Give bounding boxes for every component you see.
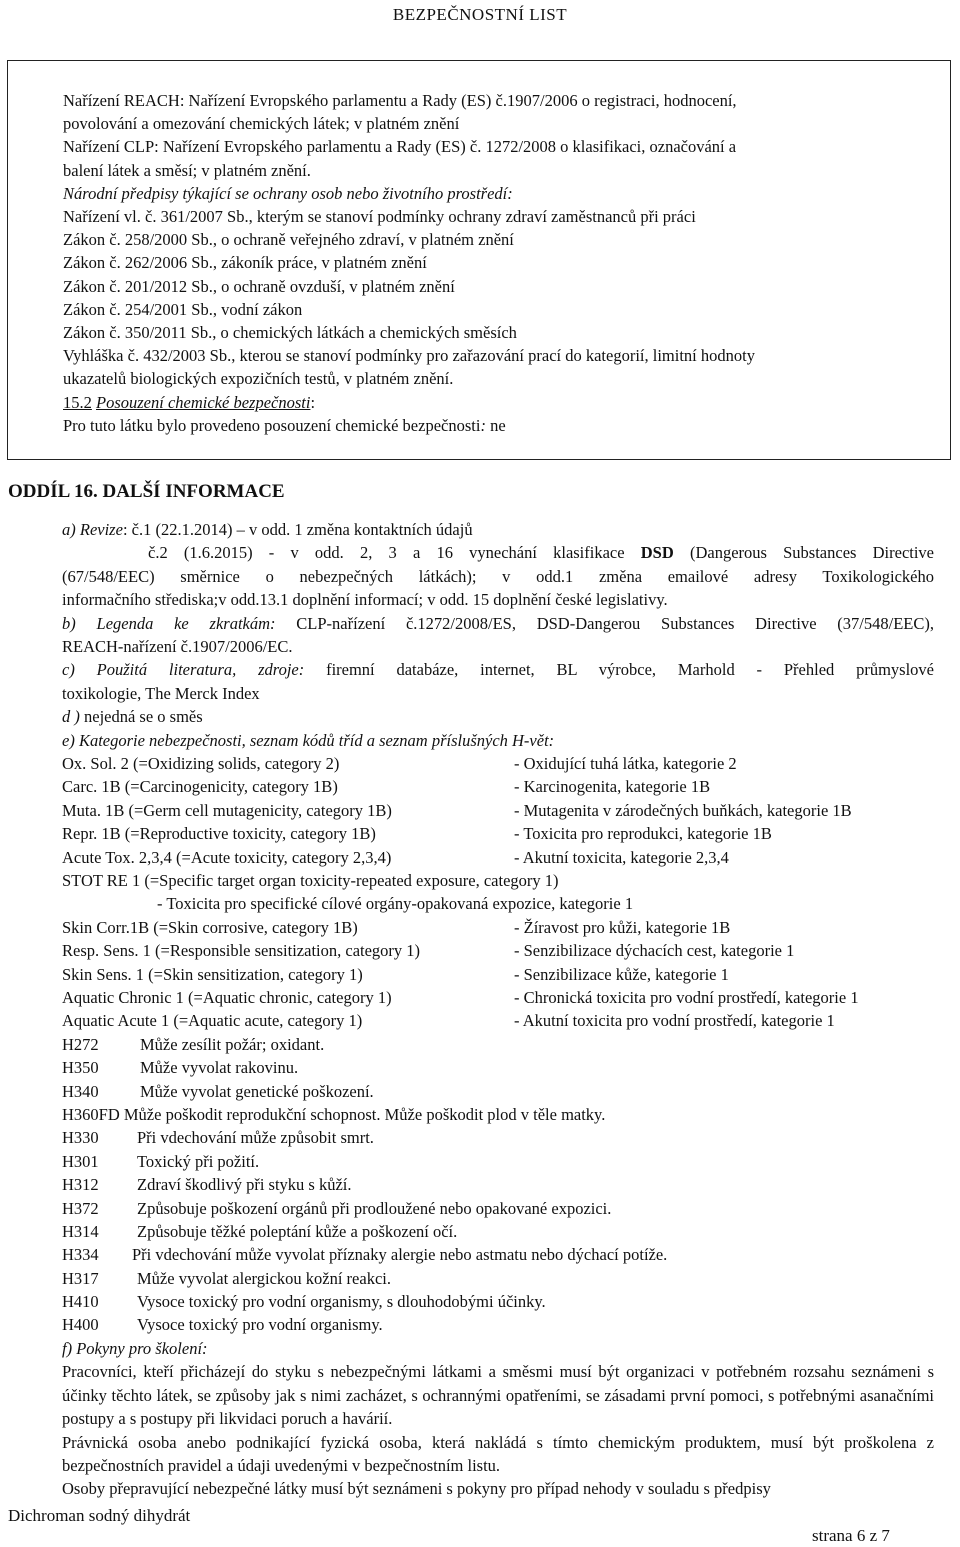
category-row: Skin Corr.1B (=Skin corrosive, category 1B) - Žíravost pro kůži, kategorie 1B xyxy=(62,917,731,937)
lit-line: toxikologie, The Merck Index xyxy=(62,683,260,703)
category-row: Repr. 1B (=Reproductive toxicity, category 1B) - Toxicita pro reprodukci, kategorie 1B xyxy=(62,824,772,844)
law-desc: , vodní zákon xyxy=(212,299,303,319)
law-desc: , kterou se stanoví podmínky pro zařazování prací do kategorií, limitní hodnoty xyxy=(231,346,755,366)
category-row: Acute Tox. 2,3,4 (=Acute toxicity, category 2,3,4) - Akutní toxicita, kategorie 2,3,4 xyxy=(62,847,729,867)
reg-line: balení látek a směsí; v platném znění. xyxy=(63,160,311,180)
e-label: e) Kategorie nebezpečnosti, seznam kódů tříd a seznam příslušných H-vět: xyxy=(62,730,555,750)
footer-page-number: strana 6 z 7 xyxy=(812,1526,890,1545)
h-phrase-row: H334 Při vdechování může vyvolat příznaky alergie nebo astmatu nebo dýchací potíže. xyxy=(62,1245,668,1265)
category-row: Aquatic Chronic 1 (=Aquatic chronic, category 1) - Chronická toxicita pro vodní prostředí, kategorie 1 xyxy=(62,988,859,1007)
lit-label: c) Použitá literatura, zdroje: xyxy=(62,660,305,680)
footer-product: Dichroman sodný dihydrát xyxy=(8,1506,191,1525)
regulations-content xyxy=(63,89,883,437)
stot-line: STOT RE 1 (=Specific target organ toxicity-repeated exposure, category 1) xyxy=(62,871,559,891)
h-phrase-row: H410 Vysoce toxický pro vodní organismy, s dlouhodobými účinky. xyxy=(62,1292,546,1312)
regulations-box xyxy=(7,60,951,460)
legenda-line: b) Legenda ke zkratkám: CLP-nařízení č.1272/2008/ES, DSD-Dangerou Substances Directive (37/548/EEC), xyxy=(62,613,934,633)
d-line: d ) nejedná se o směs xyxy=(62,707,203,727)
h-phrase-row: H360FD Může poškodit reprodukční schopnost. Může poškodit plod v těle matky. xyxy=(62,1104,606,1124)
h-phrase-row: H372 Způsobuje poškození orgánů při prodloužené nebo opakované expozici. xyxy=(62,1198,612,1218)
revize-line: č.2 (1.6.2015) - v odd. 2, 3 a 16 vynechání klasifikace DSD (Dangerous Substances Directive xyxy=(148,543,935,563)
law-ref: Zákon č. 201/2012 Sb. xyxy=(63,276,213,296)
section-content xyxy=(62,518,934,1501)
law-ref: Zákon č. 258/2000 Sb. xyxy=(63,230,213,250)
h-phrase-row: H314 Způsobuje těžké poleptání kůže a poškození očí. xyxy=(62,1221,458,1241)
reg-line: povolování a omezování chemických látek; v platném znění xyxy=(63,114,460,134)
section-title: ODDÍL 16. DALŠÍ INFORMACE xyxy=(8,481,285,502)
revize-label: a) Revize xyxy=(62,520,123,539)
law-ref: Zákon č. 254/2001 Sb. xyxy=(63,299,213,319)
h-phrase-row: H350 Může vyvolat rakovinu. xyxy=(62,1058,299,1078)
category-row: Muta. 1B (=Germ cell mutagenicity, category 1B) - Mutagenita v zárodečných buňkách, kategorie 1B xyxy=(62,800,852,820)
training-paragraph: Právnická osoba anebo podnikající fyzická osoba, která nakládá s tímto chemickým produktem, musí být proškolena z bezpečnostních pravidel a údaji uvedenými v bezpečnostním listu. xyxy=(62,1432,934,1475)
category-row: Carc. 1B (=Carcinogenicity, category 1B) - Karcinogenita, kategorie 1B xyxy=(62,777,711,797)
law-desc: , o chemických látkách a chemických směsích xyxy=(212,323,517,343)
revize-line: informačního střediska;v odd.13.1 doplnění informací; v odd. 15 doplnění české legislativy. xyxy=(62,590,668,610)
reg-line: Nařízení CLP: Nařízení Evropského parlamentu a Rady (ES) č. 1272/2008 o klasifikaci, označování a xyxy=(63,137,737,157)
reg-line: Nařízení REACH: Nařízení Evropského parlamentu a Rady (ES) č.1907/2006 o registraci, hodnocení, xyxy=(63,91,737,110)
h-phrase-row: H400 Vysoce toxický pro vodní organismy. xyxy=(62,1315,383,1335)
law-item xyxy=(63,205,883,228)
law-item xyxy=(63,321,883,344)
category-row: Resp. Sens. 1 (=Responsible sensitization, category 1) - Senzibilizace dýchacích cest, kategorie 1 xyxy=(62,941,795,961)
law-ref: Nařízení vl. č. 361/2007 Sb. xyxy=(63,207,249,227)
h-phrase-row: H272 Může zesílit požár; oxidant. xyxy=(62,1034,325,1054)
h-phrase-row: H312 Zdraví škodlivý při styku s kůží. xyxy=(62,1175,352,1195)
law-desc: , zákoník práce, v platném znění xyxy=(212,253,427,273)
law-item xyxy=(63,298,883,321)
h-phrase-row: H317 Může vyvolat alergickou kožní reakci. xyxy=(62,1268,391,1288)
training-paragraph: Osoby přepravující nebezpečné látky musí být seznámeni s pokyny pro případ nehody v souladu s předpisy xyxy=(62,1479,771,1499)
assessment-text: Pro tuto látku bylo provedeno posouzení chemické bezpečnosti xyxy=(63,415,481,435)
category-row: Ox. Sol. 2 (=Oxidizing solids, category 2) - Oxidující tuhá látka, kategorie 2 xyxy=(62,754,737,774)
law-item xyxy=(63,228,883,251)
law-ref: Zákon č. 350/2011 Sb. xyxy=(63,323,213,343)
h-phrase-row: H330 Při vdechování může způsobit smrt. xyxy=(62,1128,374,1148)
page-header: BEZPEČNOSTNÍ LIST xyxy=(392,5,568,24)
law-cont: ukazatelů biologických expozičních testů, v platném znění. xyxy=(63,369,454,389)
h-phrase-row: H301 Toxický při požití. xyxy=(62,1151,260,1171)
category-row: Aquatic Acute 1 (=Aquatic acute, category 1) - Akutní toxicita pro vodní prostředí, kategorie 1 xyxy=(62,1011,835,1031)
law-desc: , kterým se stanoví podmínky ochrany zdraví zaměstnanců při práci xyxy=(248,207,696,227)
dsd-abbr: DSD xyxy=(640,543,674,563)
assessment-value: ne xyxy=(485,415,506,435)
stot-line: - Toxicita pro specifické cílové orgány-opakovaná expozice, kategorie 1 xyxy=(157,894,634,914)
law-item xyxy=(63,251,883,274)
law-desc: , o ochraně ovzduší, v platném znění xyxy=(212,276,455,296)
lit-line: c) Použitá literatura, zdroje: firemní databáze, internet, BL výrobce, Marhold - Přehled průmyslové xyxy=(62,660,935,680)
legenda-line: REACH-nařízení č.1907/2006/EC. xyxy=(62,637,293,657)
assessment-line xyxy=(63,414,883,437)
d-label: d ) xyxy=(62,707,84,727)
assessment-num: 15.2 xyxy=(63,392,92,412)
revize-text: : č.1 (22.1.2014) – v odd. 1 změna kontaktních údajů xyxy=(122,520,473,539)
legenda-label: b) Legenda ke zkratkám: xyxy=(62,613,276,633)
training-paragraph: Pracovníci, kteří přicházejí do styku s nebezpečnými látkami a směsmi musí být organizaci v potřebném rozsahu seznámeni s účinky těchto látek, se způsoby jak s nimi zacházet, s ochrannými opatřeními, se zásadami první pomoci, s potřebnými asanačními postupy a s postupy při likvidaci poruch a havárií. xyxy=(62,1362,934,1429)
revize-line xyxy=(62,518,934,541)
law-item xyxy=(63,344,883,367)
law-ref: Vyhláška č. 432/2003 Sb. xyxy=(63,346,232,366)
h-phrase-row: H340 Může vyvolat genetické poškození. xyxy=(62,1081,374,1101)
law-desc: , o ochraně veřejného zdraví, v platném znění xyxy=(212,230,514,250)
assessment-colon2: : xyxy=(480,415,486,435)
national-heading: Národní předpisy týkající se ochrany osob nebo životního prostředí: xyxy=(63,183,513,203)
f-label: f) Pokyny pro školení: xyxy=(62,1338,208,1358)
assessment-title: Posouzení chemické bezpečnosti xyxy=(96,392,311,412)
law-item xyxy=(63,275,883,298)
assessment-heading xyxy=(63,391,883,414)
assessment-colon: : xyxy=(310,392,316,412)
revize-line: (67/548/EEC) směrnice o nebezpečných látkách); v odd.1 změna emailové adresy Toxikologického xyxy=(62,566,934,586)
law-ref: Zákon č. 262/2006 Sb. xyxy=(63,253,213,273)
category-row: Skin Sens. 1 (=Skin sensitization, category 1) - Senzibilizace kůže, kategorie 1 xyxy=(62,964,729,984)
